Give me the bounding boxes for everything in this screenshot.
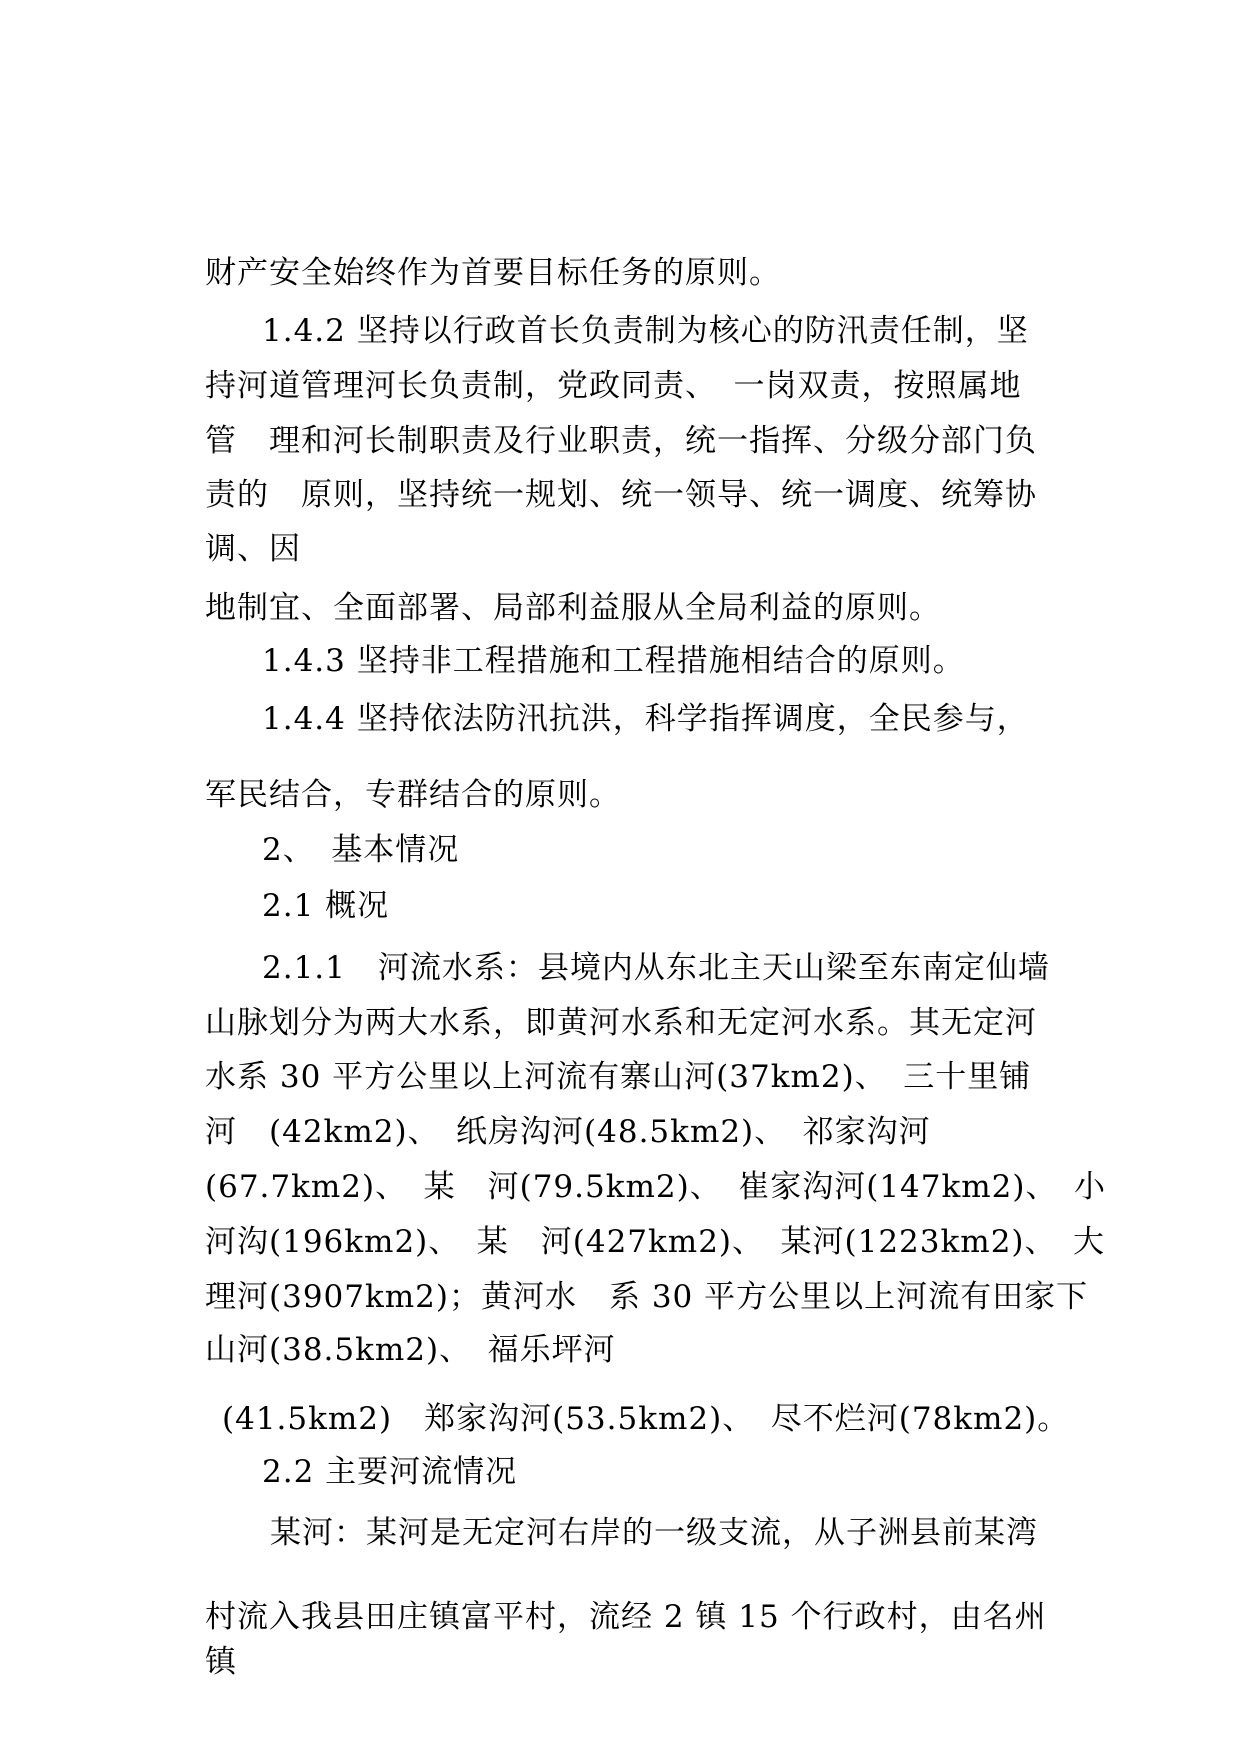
text-line: 调、因 (205, 531, 301, 567)
text-line: 水系 30 平方公里以上河流有寨山河(37km2)、 三十里铺 (205, 1059, 1032, 1095)
text-line: (41.5km2) 郑家沟河(53.5km2)、 尽不烂河(78km2)。 (222, 1401, 1070, 1437)
text-line: 山河(38.5km2)、 福乐坪河 (205, 1332, 616, 1368)
section-heading: 2、 基本情况 (262, 832, 460, 868)
text-line: 村流入我县田庄镇富平村，流经 2 镇 15 个行政村，由名州 (205, 1599, 1047, 1635)
text-line: 责的 原则，坚持统一规划、统一领导、统一调度、统筹协 (205, 477, 1037, 513)
text-line: 河沟(196km2)、 某 河(427km2)、 某河(1223km2)、 大 (205, 1224, 1106, 1260)
text-line: 管 理和河长制职责及行业职责，统一指挥、分级分部门负 (205, 423, 1037, 459)
subsection-heading: 2.2 主要河流情况 (262, 1454, 518, 1490)
text-line: (67.7km2)、 某 河(79.5km2)、 崔家沟河(147km2)、 小 (205, 1169, 1106, 1205)
text-line: 山脉划分为两大水系，即黄河水系和无定河水系。其无定河 (205, 1005, 1037, 1041)
text-line: 持河道管理河长负责制，党政同责、 一岗双责，按照属地 (205, 368, 1022, 404)
text-line: 2.1.1 河流水系：县境内从东北主天山梁至东南定仙墙 (262, 950, 1050, 986)
text-line: 地制宜、全面部署、局部利益服从全局利益的原则。 (205, 590, 941, 626)
text-line: 河 (42km2)、 纸房沟河(48.5km2)、 祁家沟河 (205, 1114, 931, 1150)
text-line: 1.4.4 坚持依法防汛抗洪，科学指挥调度，全民参与， (262, 701, 1029, 737)
text-line: 1.4.2 坚持以行政首长负责制为核心的防汛责任制，坚 (262, 313, 1029, 349)
text-line: 财产安全始终作为首要目标任务的原则。 (205, 255, 781, 291)
text-line: 1.4.3 坚持非工程措施和工程措施相结合的原则。 (262, 643, 965, 679)
subsection-heading: 2.1 概况 (262, 888, 390, 924)
text-line: 镇 (205, 1644, 237, 1680)
text-line: 某河：某河是无定河右岸的一级支流，从子洲县前某湾 (270, 1515, 1038, 1551)
text-line: 军民结合，专群结合的原则。 (205, 777, 621, 813)
text-line: 理河(3907km2)；黄河水 系 30 平方公里以上河流有田家下 (205, 1279, 1089, 1315)
